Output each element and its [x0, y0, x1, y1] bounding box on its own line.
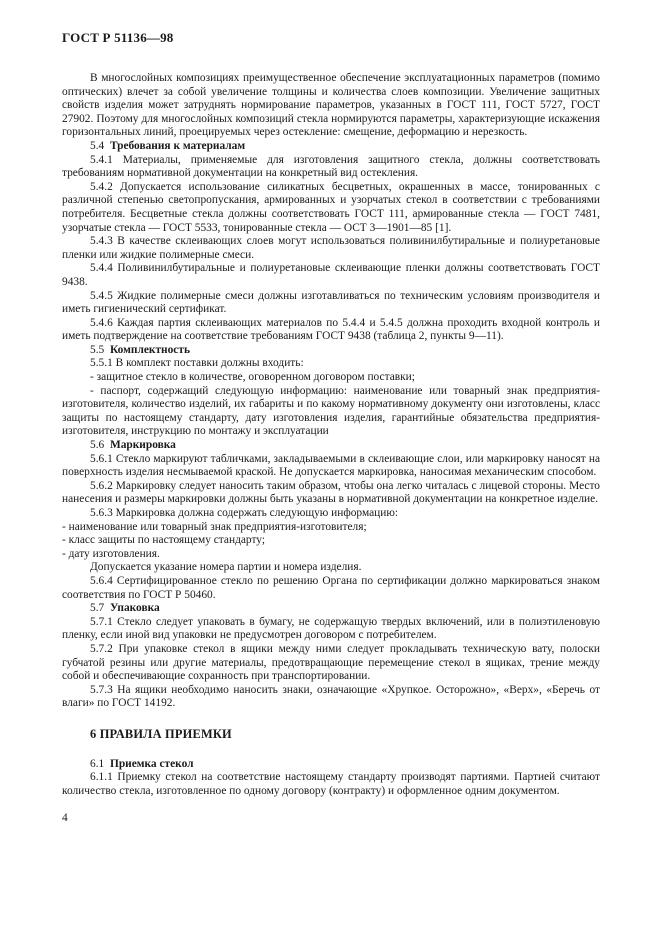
list-item: - дату изготовления.: [62, 547, 160, 560]
section-heading: 6 ПРАВИЛА ПРИЕМКИ: [90, 726, 232, 741]
subsection-title: Маркировка: [109, 439, 176, 452]
subsection-heading: [62, 344, 600, 358]
subsection-number: 5.4: [90, 139, 105, 152]
paragraph: 5.6.2 Маркировку следует наносить таким образом, чтобы она легко читалась с лицевой стороны. Место нанесения и размеры маркировки должны быть указаны в нормативной документации на конкретное изделие.: [62, 479, 600, 506]
paragraph: 5.4.2 Допускается использование силикатных бесцветных, окрашенных в массе, тонированных с различной степенью светопропускания, армированных и узорчатых стекол в соответствии с требованиями потребителя. Бесцветные стекла должны соответствовать ГОСТ 111, армированные стекла — ГОСТ 7481, узорчатые стекла — ГОСТ 5533, тонированные стекла — ОСТ 3—1901—85 [1].: [62, 180, 600, 234]
subsection-heading: [62, 140, 600, 154]
list-item: - наименование или товарный знак предприятия-изготовителя;: [62, 520, 367, 533]
page-body: [62, 72, 600, 798]
paragraph: 5.5.1 В комплект поставки должны входить:: [90, 357, 304, 370]
list-item: - паспорт, содержащий следующую информацию: наименование или товарный знак предприятия-изготовителя, количество изделий, их габариты и по какому нормативному документу они изготовлены, класс защиты по настоящему стандарту, дату изготовления изделия, гарантийные обязательства предприятия-изготовителя, инструкцию по монтажу и эксплуатации: [62, 384, 600, 438]
subsection-heading: [62, 602, 600, 616]
subsection-number: 5.7: [90, 602, 105, 615]
paragraph: 5.4.5 Жидкие полимерные смеси должны изготавливаться по техническим условиям производителя и иметь гигиенический сертификат.: [62, 289, 600, 316]
list-item: - класс защиты по настоящему стандарту;: [62, 534, 266, 547]
paragraph: 5.6.4 Сертифицированное стекло по решению Органа по сертификации должно маркироваться знаком соответствия по ГОСТ Р 50460.: [62, 574, 600, 601]
list-item: - защитное стекло в количестве, оговоренном договором поставки;: [90, 371, 415, 384]
subsection-title: Требования к материалам: [109, 139, 246, 152]
subsection-heading: [62, 439, 600, 453]
page-number: 4: [62, 812, 68, 824]
paragraph: 5.7.1 Стекло следует упаковать в бумагу, не содержащую твердых включений, или в полиэтиленовую пленку, если иной вид упаковки не предусмотрен договором с потребителем.: [62, 615, 600, 642]
paragraph: Допускается указание номера партии и номера изделия.: [90, 561, 362, 574]
paragraph: 5.6.3 Маркировка должна содержать следующую информацию:: [90, 507, 398, 519]
paragraph: 5.4.1 Материалы, применяемые для изготовления защитного стекла, должны соответствовать требованиям нормативной документации на конкретный вид остекления.: [62, 153, 600, 180]
subsection-number: 5.6: [90, 439, 105, 452]
paragraph: В многослойных композициях преимущественное обеспечение эксплуатационных параметров (помимо оптических) влечет за собой увеличение толщины и количества слоев композиции. Увеличение защитных свойств изделия может затруднять нормирование параметров, указанных в ГОСТ 111, ГОСТ 5727, ГОСТ 27902. Поэтому для многослойных композиций стекла нормируются параметры, характеризующие искажения горизонтальных линий, проецируемых через остекление: смещение, деформацию и нерезкость.: [62, 72, 600, 139]
subsection-title: Упаковка: [109, 602, 160, 615]
paragraph: 5.4.4 Поливинилбутиральные и полиуретановые склеивающие пленки должны соответствовать ГОСТ 9438.: [62, 262, 600, 288]
paragraph: 5.6.1 Стекло маркируют табличками, закладываемыми в склеивающие слои, или маркировку наносят на поверхность изделия несмываемой краской. Не допускается маркировка, наносимая механическим способом.: [62, 452, 600, 479]
page-header-title: ГОСТ Р 51136—98: [62, 30, 174, 45]
subsection-heading: [62, 758, 600, 772]
subsection-title: Комплектность: [109, 343, 190, 356]
subsection-number: 6.1: [90, 757, 105, 770]
paragraph: 6.1.1 Приемку стекол на соответствие настоящему стандарту производят партиями. Партией считают количество стекла, изготовленное по одному договору (контракту) и оформленное одним документом.: [62, 771, 600, 797]
paragraph: 5.7.2 При упаковке стекол в ящики между ними следует прокладывать техническую вату, полоски губчатой резины или другие материалы, предотвращающие перемещение стекол в ящиках, трение между собой и обеспечивающие сохранность при транспортировании.: [62, 642, 600, 683]
paragraph: 5.4.6 Каждая партия склеивающих материалов по 5.4.4 и 5.4.5 должна проходить входной контроль и иметь подтверждение на соответствие требованиям ГОСТ 9438 (таблица 2, пункты 9—11).: [62, 316, 600, 343]
subsection-title: Приемка стекол: [109, 757, 194, 770]
paragraph: 5.4.3 В качестве склеивающих слоев могут использоваться поливинилбутиральные и полиуретановые пленки или жидкие полимерные смеси.: [62, 235, 600, 261]
subsection-number: 5.5: [90, 343, 105, 356]
paragraph: 5.7.3 На ящики необходимо наносить знаки, означающие «Хрупкое. Осторожно», «Верх», «Беречь от влаги» по ГОСТ 14192.: [62, 683, 600, 710]
